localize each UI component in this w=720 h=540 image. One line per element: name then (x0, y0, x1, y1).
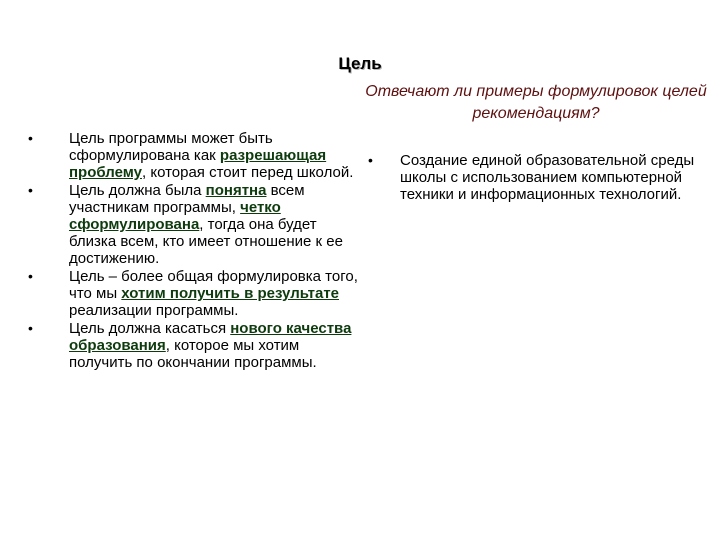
right-list-item (368, 152, 698, 203)
emphasized-text: разрешающая проблему (69, 147, 327, 181)
bullet-icon: • (368, 152, 373, 168)
bullet-icon: • (28, 320, 33, 336)
left-list-item (28, 130, 358, 181)
right-bullet-list (368, 152, 698, 203)
item-text: Цель – более общая формулировка того, что мы (69, 268, 358, 302)
item-text: Цель программы может быть сформулирована как (69, 130, 273, 164)
bullet-icon: • (28, 182, 33, 198)
item-text: Создание единой образовательной среды школы с использованием компьютерной техники и информационных технологий. (400, 152, 695, 203)
emphasized-text: нового качества образования (69, 320, 352, 354)
slide-title: Цель (338, 54, 382, 73)
item-text: , тогда она будет близка всем, кто имеет отношение к ее достижению. (69, 216, 343, 267)
emphasized-text: четко сформулирована (69, 199, 281, 233)
item-text: всем участникам программы, (69, 182, 305, 216)
item-text: Цель должна касаться (69, 320, 231, 337)
emphasized-text: понятна (205, 182, 267, 199)
left-bullet-list (28, 130, 358, 372)
item-text: , которая стоит перед школой. (142, 164, 354, 181)
item-text: Цель должна была (69, 182, 206, 199)
right-column-heading: Отвечают ли примеры формулировок целей рекомендациям? (365, 83, 707, 122)
bullet-icon: • (28, 130, 33, 146)
left-list-item (28, 268, 358, 319)
bullet-icon: • (28, 268, 33, 284)
left-list-item (28, 182, 358, 267)
item-text: реализации программы. (69, 302, 239, 319)
left-list-item (28, 320, 358, 371)
emphasized-text: хотим получить в результате (121, 285, 340, 302)
item-text: , которое мы хотим получить по окончании программы. (69, 337, 317, 371)
